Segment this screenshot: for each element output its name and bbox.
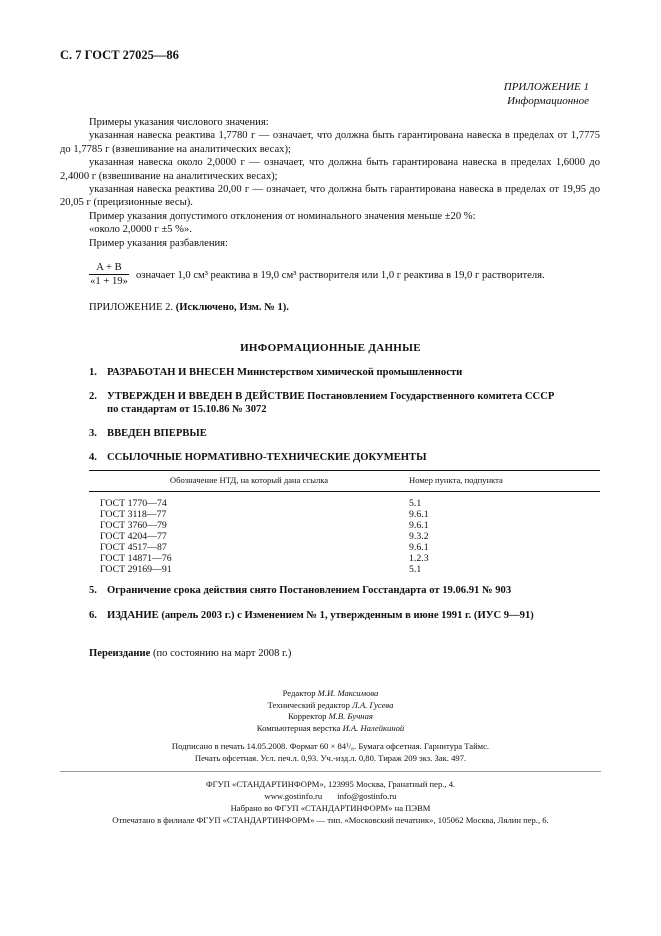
item-number: 6. xyxy=(89,610,97,621)
credit-name: М.И. Максимова xyxy=(317,688,379,698)
example-3: указанная навеска реактива 20,00 г — означает, что должна быть гарантирована навеска в пределах от 19,95 до 20,05 г (прецизионные весы). xyxy=(60,184,600,209)
item-number: 3. xyxy=(89,428,97,439)
table-cell: 1.2.3 xyxy=(409,553,429,564)
credit-role: Корректор xyxy=(288,711,327,721)
table-cell: ГОСТ 3118—77 xyxy=(100,509,167,520)
dilution-intro: Пример указания разбавления: xyxy=(89,237,228,249)
credit-role: Редактор xyxy=(282,688,316,698)
table-row xyxy=(89,509,600,520)
item-text: Ограничение срока действия снято Постановлением Госстандарта от 19.06.91 № 903 xyxy=(107,585,512,596)
signed-line-1: Подписано в печать 14.05.2008. Формат 60 × 84¹/₈. Бумага офсетная. Гарнитура Таймс. xyxy=(171,741,490,751)
table-cell: ГОСТ 4204—77 xyxy=(100,531,167,542)
examples-block xyxy=(60,116,600,250)
credit-line xyxy=(0,723,661,735)
credit-name: Л.А. Гусева xyxy=(352,699,394,710)
info-item-1 xyxy=(89,366,609,379)
table-row xyxy=(89,498,600,509)
info-item-6 xyxy=(89,609,609,622)
fraction-numerator: A + B xyxy=(89,262,129,275)
column-header: Номер пункта, подпункта xyxy=(409,471,600,492)
credit-role: Технический редактор xyxy=(267,699,350,710)
publisher-website: www.gostinfo.ru xyxy=(264,791,323,801)
item-number: 1. xyxy=(89,367,97,378)
signed-line-2: Печать офсетная. Усл. печ.л. 0,93. Уч.-изд.л. 0,80. Тираж 209 экз. Зак. 497. xyxy=(194,753,467,763)
credit-line xyxy=(0,688,661,700)
table-cell: ГОСТ 1770—74 xyxy=(100,498,167,509)
column-header: Обозначение НТД, на который дана ссылка xyxy=(89,471,409,492)
example-2: указанная навеска около 2,0000 г — означает, что должна быть гарантирована навеска в пределах 1,6000 до 2,4000 г (взвешивание на аналитических весах); xyxy=(60,157,600,182)
appendix2-line xyxy=(89,302,289,313)
item-text: ССЫЛОЧНЫЕ НОРМАТИВНО-ТЕХНИЧЕСКИЕ ДОКУМЕНТЫ xyxy=(107,452,427,463)
appendix1-subtitle: Информационное xyxy=(507,95,589,107)
info-item-5 xyxy=(89,584,609,597)
item-text: ВВЕДЕН ВПЕРВЫЕ xyxy=(107,428,207,439)
appendix2-note: (Исключено, Изм. № 1). xyxy=(175,302,289,313)
info-item-2 xyxy=(89,390,609,416)
item-number: 4. xyxy=(89,452,97,463)
item-text: УТВЕРЖДЕН И ВВЕДЕН В ДЕЙСТВИЕ Постановлением Государственного комитета СССР xyxy=(107,391,555,402)
info-title: ИНФОРМАЦИОННЫЕ ДАННЫЕ xyxy=(240,342,421,354)
appendix1-title: ПРИЛОЖЕНИЕ 1 xyxy=(503,81,589,93)
fraction-denominator: «1 + 19» xyxy=(90,276,128,287)
table-cell: 9.6.1 xyxy=(409,542,429,553)
credit-name: И.А. Налейкиной xyxy=(342,722,405,733)
table-row xyxy=(89,564,600,575)
item-number: 2. xyxy=(89,391,97,402)
reissue-label: Переиздание xyxy=(89,648,151,659)
table-cell: 5.1 xyxy=(409,498,422,509)
table-header-row xyxy=(89,471,600,492)
publisher-block xyxy=(0,778,661,826)
example-1: указанная навеска реактива 1,7780 г — означает, что должна быть гарантирована навеска в пределах от 1,7775 до 1,7785 г (взвешивание на аналитических весах); xyxy=(60,130,600,155)
reissue-text: (по состоянию на март 2008 г.) xyxy=(152,648,292,659)
publisher-email: info@gostinfo.ru xyxy=(337,791,397,801)
table-cell: ГОСТ 3760—79 xyxy=(100,520,167,531)
dilution-fraction xyxy=(89,262,129,287)
publisher-line-1: ФГУП «СТАНДАРТИНФОРМ», 123995 Москва, Гранатный пер., 4. xyxy=(205,779,456,789)
credit-line xyxy=(0,711,661,723)
credits-block xyxy=(0,688,661,734)
reference-table xyxy=(89,470,600,575)
reissue-line xyxy=(89,648,291,659)
table-cell: 5.1 xyxy=(409,564,422,575)
publisher-line-4: Отпечатано в филиале ФГУП «СТАНДАРТИНФОРМ» — тип. «Московский печатник», 105062 Москва, Лялин пер., 6. xyxy=(112,815,549,825)
credit-line xyxy=(0,700,661,712)
tolerance-example: «около 2,0000 г ±5 %». xyxy=(89,224,192,236)
item-text: ИЗДАНИЕ (апрель 2003 г.) с Изменением № 1, утвержденным в июне 1991 г. (ИУС 9—91) xyxy=(107,610,534,621)
item-text-continuation: по стандартам от 15.10.86 № 3072 xyxy=(107,404,267,415)
table-cell: 9.6.1 xyxy=(409,509,429,520)
table-row xyxy=(89,542,600,553)
table-row xyxy=(89,553,600,564)
appendix1-heading xyxy=(504,80,589,108)
examples-intro: Примеры указания числового значения: xyxy=(89,117,269,128)
item-number: 5. xyxy=(89,585,97,596)
page-header: С. 7 ГОСТ 27025—86 xyxy=(60,48,179,62)
print-details xyxy=(0,740,661,764)
credit-role: Компьютерная верстка xyxy=(256,722,341,733)
credit-name: М.В. Бучная xyxy=(328,711,373,721)
table-cell: ГОСТ 4517—87 xyxy=(100,542,167,553)
appendix2-label: ПРИЛОЖЕНИЕ 2. xyxy=(89,302,174,313)
table-cell: 9.3.2 xyxy=(409,531,429,542)
publisher-contacts xyxy=(0,790,661,802)
table-cell: 9.6.1 xyxy=(409,520,429,531)
divider xyxy=(60,771,601,772)
item-text: РАЗРАБОТАН И ВНЕСЕН Министерством химической промышленности xyxy=(107,367,463,378)
tolerance-intro: Пример указания допустимого отклонения от номинального значения меньше ±20 %: xyxy=(89,210,476,222)
publisher-line-3: Набрано во ФГУП «СТАНДАРТИНФОРМ» на ПЭВМ xyxy=(230,803,431,813)
info-item-3 xyxy=(89,427,609,440)
table-row xyxy=(89,520,600,531)
fraction-explanation: означает 1,0 см³ реактива в 19,0 см³ растворителя или 1,0 г реактива в 19,0 г растворителя. xyxy=(136,270,545,281)
info-item-4 xyxy=(89,451,609,464)
table-cell: ГОСТ 29169—91 xyxy=(100,564,172,575)
table-cell: ГОСТ 14871—76 xyxy=(100,553,172,564)
table-row xyxy=(89,531,600,542)
